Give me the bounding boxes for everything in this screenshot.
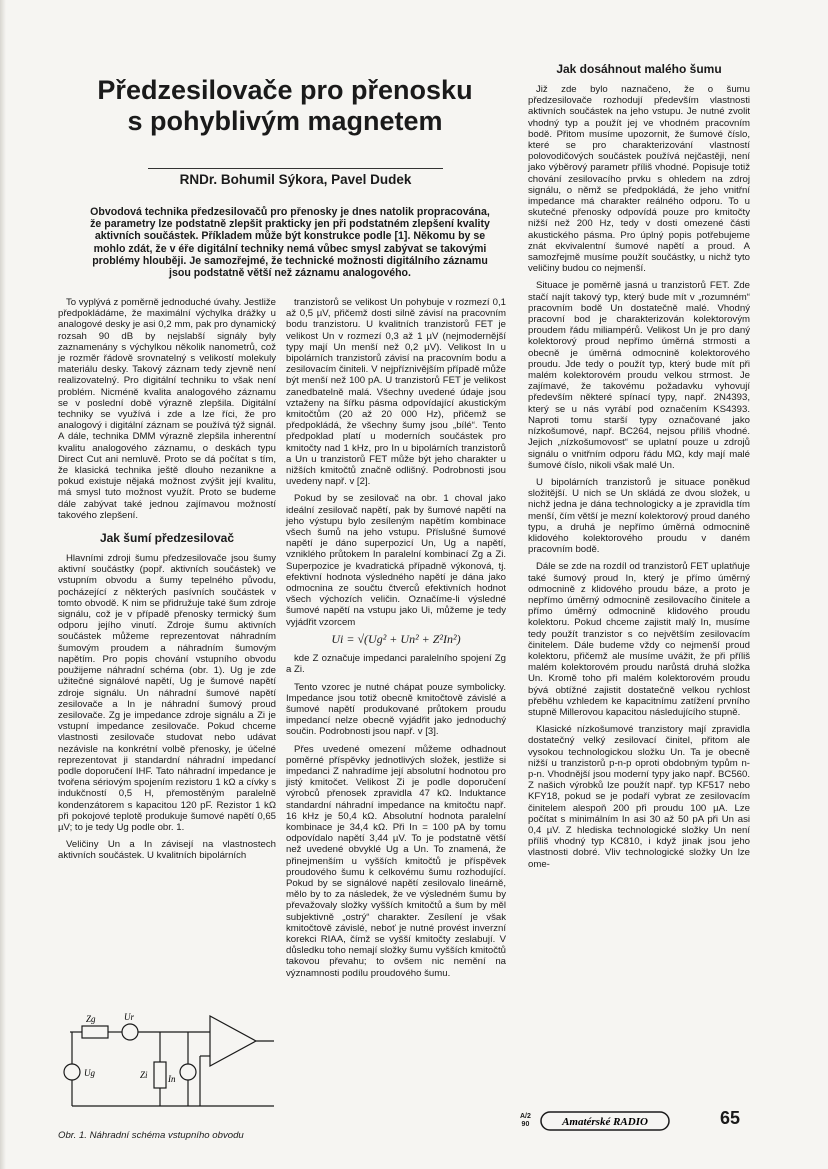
col3-paragraph-3: U bipolárních tranzistorů je situace poněkud složitější. U nich se Un skládá ze dvou složek, u nichž jedna je dána technologicky a je zpravidla tím menší, čím větší je mezní kolektorový proud daného typu, a druhá je nepřímo úměrná odmocnině klidového kolektorového proudu v daném pracovním bodě. — [528, 476, 750, 556]
label-in: In — [168, 1074, 176, 1084]
zi-impedance-box — [154, 1062, 166, 1088]
col1-paragraph-3: Veličiny Un a In závisejí na vlastnostech aktivních součástek. U kvalitních bipolárních — [58, 839, 276, 862]
col3-paragraph-4: Dále se zde na rozdíl od tranzistorů FET uplatňuje také šumový proud In, který je přímo úměrný odmocnině z klidového proudu báze, a proto je nepřímo úměrný odmocnině zesilovacího činitele a přímo úměrný odmocnině klidového proudu kolektoru. Pokud chceme zajistit malý In, musíme tedy použít tranzistor s co největším zesilovacím činitelem. Dále budeme vždy co nejmenší proud kolektoru, přičemž ale musíme uvážit, že při příliš malém kolektorovém proudu narůstá druhá složka Un. Kromě toho při malém kolektorovém proudu bývá obtížné zajistit dostatečně velkou rychlost přeběhu vzhledem ke kapacitnímu zatížení prvního stupně Millerovou kapacitou následujícího stupně. — [528, 561, 750, 718]
col2-paragraph-4: Tento vzorec je nutné chápat pouze symbolicky. Impedance jsou totiž obecně kmitočtově závislé a šumové napětí produkované průtokem proudu impedancí nelze obecně vyjádřit jako jednoduchý součin. Podrobnosti jsou např. v [3]. — [286, 681, 506, 738]
issue-top: A/2 — [520, 1113, 531, 1120]
col3-paragraph-5: Klasické nízkošumové tranzistory mají zpravidla dostatečný velký zesilovací činitel, přitom ale vysokou technologickou složku Un. Ta je obecně nižší u tranzistorů p-n-p oproti obdobným typům n-p-n. Vhodnější jsou moderní typy jako např. BC560. Z našich výrobků lze použít např. typ KF517 nebo KFY18, pokud se je podaří vybrat ze zesilovacím činitelem alespoň 200 při proudu 100 µA. Lze počítat s minimálním In asi 30 až 50 pA při Un asi 0,4 µV. Z hlediska technologické složky Un není příliš vhodný typ KC810, i když jinak jsou jeho vlastnosti dobré. Vliv technologické složky Un lze ome- — [528, 724, 750, 870]
figure-1-caption: Obr. 1. Náhradní schéma vstupního obvodu — [58, 1130, 244, 1141]
col1-paragraph-2: Hlavními zdroji šumu předzesilovače jsou šumy aktivní součástky (popř. aktivních součástek) ve vstupním obvodu a šumy tepelného původu, pocházející z některých pasívních součástek v tomto obvodě. K nim se přidružuje také šum zdroje signálu, což je v případě přenosky termický šum odporu jejího vinutí. Zdroje šumu aktivních součástek můžeme reprezentovat náhradním šumovým proudem a náhradním šumovým napětím. Pro popis chování vstupního obvodu použijeme náhradní schéma (obr. 1). Ug je zde užitečné signálové napětí, Ug je šumové napětí zdroje signálu. Un náhradní šumové napětí zesilovače a In je náhradní šumový proud zesilovače. Zg je impedance zdroje signálu a Zi je vstupní impedance zesilovače. Pokud chceme vlastnosti zesilovače studovat nebo udávat nezávisle na konkrétní volbě přenosky, je účelné reprezentovat ji standardní náhradní impedancí podle doporučení IHF. Tato náhradní impedance je tvořena sériovým spojením rezistoru 1 kΩ a cívky s indukčností 0,5 H, přemostěným paralelně kondenzátorem s kapacitou 120 pF. Rezistor 1 kΩ při pokojové teplotě produkuje šumové napětí 0,65 µV; to je tedy Ug podle obr. 1. — [58, 553, 276, 833]
column-3 — [528, 62, 750, 876]
noise-formula: Ui = √(Ug² + Un² + Z²In²) — [331, 631, 461, 646]
title-line-1: Předzesilovače pro přenosku — [97, 75, 473, 105]
label-ug: Ug — [84, 1068, 95, 1078]
scan-edge — [0, 0, 6, 1169]
label-ur: Ur — [124, 1012, 135, 1022]
section-heading-low-noise: Jak dosáhnout malého šumu — [556, 62, 722, 76]
issue-number — [520, 1113, 531, 1129]
column-2 — [286, 297, 506, 985]
title-line-2: s pohyblivým magnetem — [127, 106, 443, 136]
article-title — [80, 75, 490, 137]
zg-impedance-box — [82, 1026, 108, 1038]
noise-voltage-source-icon — [122, 1024, 138, 1040]
noise-current-source-icon — [180, 1064, 196, 1080]
col1-paragraph-1: To vyplývá z poměrně jednoduché úvahy. Jestliže předpokládáme, že maximální výchylka drážky u analogové desky je asi 0,2 mm, pak pro dynamický rozsah 90 dB by nejslabší signály byly zaznamenány s výchylkou několik nanometrů, což je rozměr řádově srovnatelný s velikostí molekuly materiálu desky. Takový záznam tedy zjevně není realizovatelný. Pro digitální techniku to však není problém. Nicméně kvalita analogového záznamu se v poslední době výrazně zlepšila. Digitální techniky se využívá i zde a lze říci, že pro analogový i digitální záznam se používá týž signál. A dále, technika DMM výrazně zlepšila inherentní kvalitu analogového záznamu, o deskách typu Direct Cut ani nemluvě. Proto se dá počítat s tím, že klasická technika ještě dlouho nezanikne a pokud existuje nějaká možnost zvýšit její kvalitu, má smysl tuto možnost využít. Proto se budeme dále zabývat také jednou zajímavou možností takového zlepšení. — [58, 297, 276, 521]
article-authors: RNDr. Bohumil Sýkora, Pavel Dudek — [148, 168, 443, 187]
col2-paragraph-1: tranzistorů se velikost Un pohybuje v rozmezí 0,1 až 0,5 µV, přičemž dosti silně závisí na pracovním bodu tranzistoru. U kvalitních tranzistorů FET je velikost Un v rozmezí 0,3 až 1 µV (nejmodernější typy mají Un menší než 0,2 µV). Velikost In u bipolárních tranzistorů závisí na pracovním bodu a zesilovacím činiteli. V nejpříznivějším případě může být menší než 100 pA. U tranzistorů FET je velikost zanedbatelně malá. Všechny uvedené údaje jsou vztaženy na šířku pásma odpovídající akustickým kmitočtům (20 až 20 000 Hz), přičemž se předpokládá, že všechny šumy jsou „bílé“. Tento předpoklad platí u moderních součástek pro kmitočty nad 1 kHz, pro In u bipolárních tranzistorů a Un u tranzistorů FET může být jeho charakter u nižších kmitočtů značně odlišný. Podrobnosti jsou uvedeny např. v [2]. — [286, 297, 506, 488]
section-heading-noise: Jak šumí předzesilovač — [99, 531, 235, 546]
label-zi: Zi — [140, 1070, 148, 1080]
col3-paragraph-1: Již zde bylo naznačeno, že o šumu předzesilovače rozhodují především vlastnosti aktivních součástek na jeho vstupu. Je nutné zvolit vhodný typ a použít jej ve vhodném pracovním bodě. Přitom musíme upozornit, že šumové číslo, které se pro charakterizování vlastností polovodičových součástek používá nejčastěji, není jako výběrový parametr příliš vhodné. Popisuje totiž chování zesilovacího prvku s ohledem na zdroj signálu, o němž se předpokládá, že jeho vnitřní impedance má charakter reálného odporu. To u skutečné přenosky odpovídá pouze pro kmitočty nižší než 200 Hz, tedy v dosti omezené části akustického pásma. Pro úplný popis potřebujeme znát ekvivalentní šumové napětí a proud. A samozřejmě musíme použít součástky, u nichž tyto veličiny budou co nejmenší. — [528, 84, 750, 275]
col2-paragraph-3: kde Z označuje impedanci paralelního spojení Zg a Zi. — [286, 653, 506, 676]
col3-paragraph-2: Situace je poměrně jasná u tranzistorů FET. Zde stačí najít takový typ, který bude mít v „rozumném“ pracovním bodě Un dostatečně malé. Vhodný pracovní bod je charakterizován kolektorovým proudem řádu miliampérů. Velikost Un je pro daný kolektorový proud nepřímo úměrná strmosti a obecně je úměrná odmocnině kolektorového proudu. Jde tedy o použít typ, který bude mít při malém kolektorovém proudu velkou strmost. Je zajímavé, že takovému požadavku vyhovují především některé spínací typy, např. 2N4393, který se u nás vyrábí pod označením KS4393. Naproti tomu starší typy označované jako nízkošumové, např. BC264, nejsou příliš vhodné. Jejich „nízkošumovost“ se uplatní pouze u zdrojů signálu o vnitřním odporu řádu MΩ, kdy mají malé šumové číslo, nikoli však malé Un. — [528, 280, 750, 471]
column-1 — [58, 297, 276, 868]
amplifier-triangle-icon — [210, 1016, 256, 1066]
issue-bottom: 90 — [521, 1121, 530, 1128]
signal-source-icon — [64, 1064, 80, 1080]
magazine-logo-text: Amatérské RADIO — [562, 1116, 648, 1128]
label-zg: Zg — [86, 1014, 96, 1024]
page-number: 65 — [720, 1108, 741, 1128]
magazine-logo — [540, 1111, 670, 1131]
article-lead: Obvodová technika předzesilovačů pro přenosky je dnes natolik propracována, že parametry lze podstatně zlepšit prakticky jen při podstatném zlepšení kvality aktivních součástek. Příkladem může být konstrukce podle [1]. Někomu by se mohlo zdát, že v éře digitální techniky nemá vůbec smysl zabývat se takovými problémy hlouběji. Je samozřejmé, že technické možnosti digitálního záznamu jsou podstatně větší než záznamu analogového. — [90, 206, 490, 280]
col2-paragraph-2: Pokud by se zesilovač na obr. 1 choval jako ideální zesilovač napětí, pak by šumové napětí na jeho výstupu bylo zesíleným napětím kombinace všech šumů na jeho vstupu. Příslušné šumové napětí je dáno superpozicí Un, Ug a napětí, vzniklého průtokem In paralelní kombinací Zg a Zi. Superpozice je kvadratická případně výkonová, tj. efektivní hodnota výsledného napětí je dána jako odmocnina ze součtu čtverců efektivních hodnot všech výchozích veličin. Označíme-li výsledné šumové napětí na vstupu jako Ui, můžeme je tedy vyjádřit vzorcem — [286, 493, 506, 628]
col2-paragraph-5: Přes uvedené omezení můžeme odhadnout poměrné příspěvky jednotlivých složek, jestliže si impedanci Z nahradíme její absolutní hodnotou pro jistý kmitočet. Velikost Zi je podle doporučení výrobců přenosek zpravidla 47 kΩ. Induktance standardní náhradní impedance na kmitočtu např. 16 kHz je 50,4 kΩ. Absolutní hodnota paralelní kombinace je 34,4 kΩ. Při In = 100 pA by tomu odpovídalo napětí 3,44 µV. To je podstatně větší než uvedené obvyklé Ug a Un. To znamená, že přinejmenším u vyšších kmitočtů je příspěvek proudového šumu k celkovému šumu rozhodující. Pokud by se signálové napětí zesilovalo lineárně, mělo by to za následek, že ve výsledném šumu by převažovaly složky vyšších kmitočtů a šum by měl subjektivně „ostrý“ charakter. Zesílení je však kmitočtově závislé, neboť je nutné provést inverzní korekci RIAA, čímž se vyšší kmitočty zeslabují. V důsledku toho nemají složky šumu vyšších kmitočtů takovou převahu; to ovšem nic nemění na významnosti podílu proudového šumu. — [286, 743, 506, 979]
figure-1-schematic — [60, 1010, 280, 1122]
